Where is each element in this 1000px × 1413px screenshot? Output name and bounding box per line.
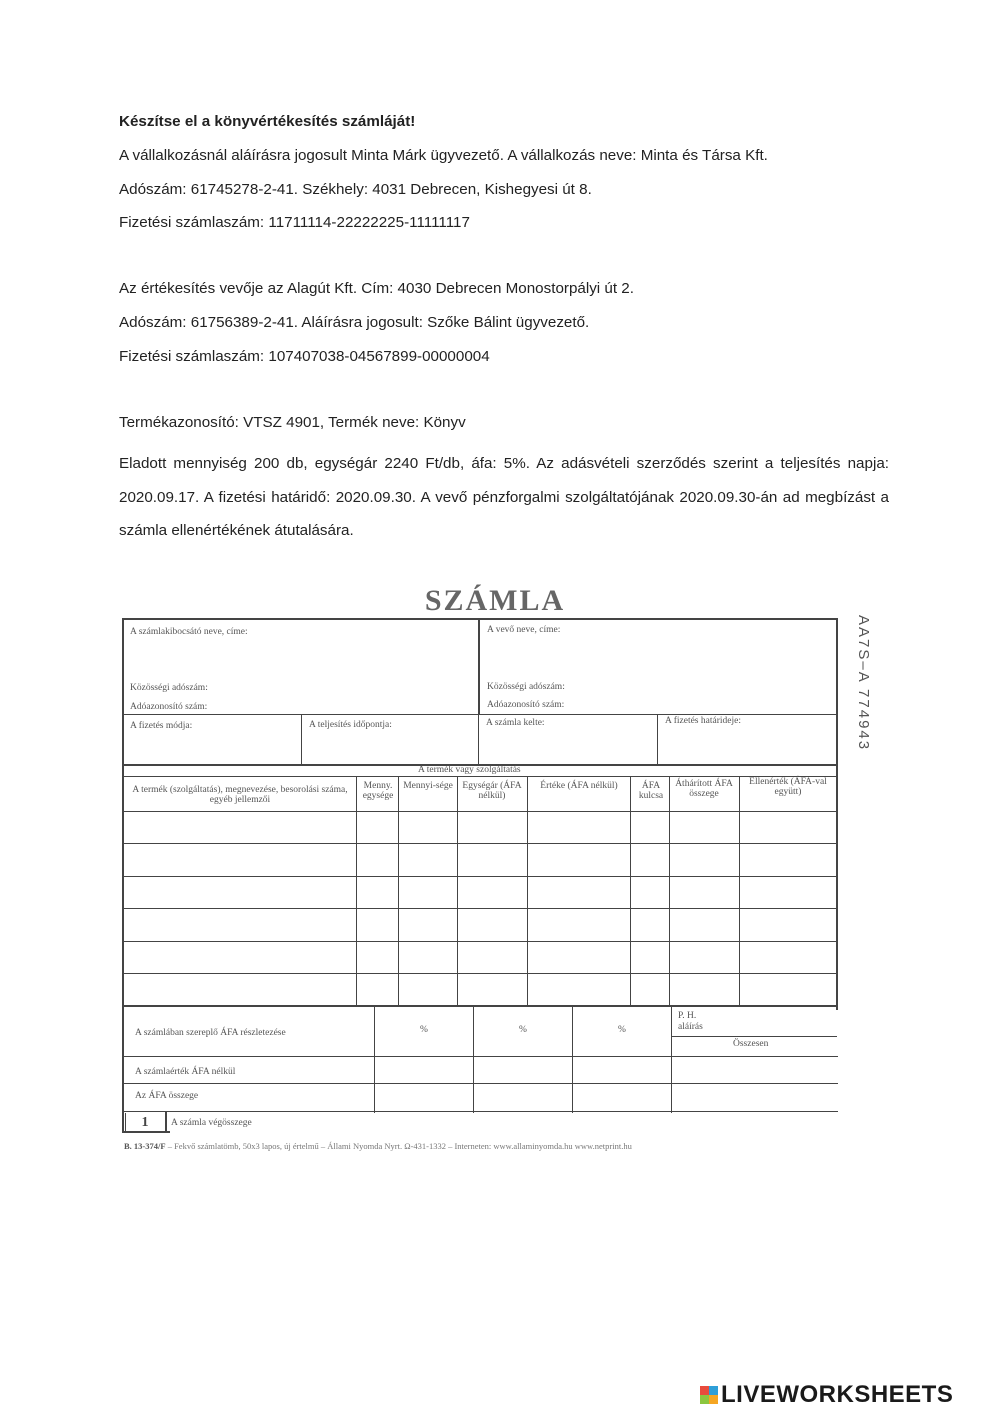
signature-label: aláírás [678, 1022, 703, 1032]
percent-2: % [519, 1025, 527, 1035]
seller-tax-label: Adóazonosító szám: [130, 702, 208, 712]
col-header-unit: Menny. egysége [362, 781, 394, 801]
task-heading: Készítse el a könyvértékesítés számláját! [119, 113, 416, 130]
form-footer [124, 1141, 632, 1151]
footer-text: – Fekvő számlatömb, 50x3 lapos, új értelmű – Állami Nyomda Nyrt. Ω-431-1332 – Interneten: www.allaminyomda.hu www.netprint.hu [167, 1141, 632, 1151]
serial-number: AA7S–A 774943 [855, 615, 872, 752]
signature-line [671, 1036, 837, 1037]
net-value-label: A számlaérték ÁFA nélkül [135, 1067, 236, 1077]
item-row-line-2 [122, 843, 838, 844]
buyer-name-label: A vevő neve, címe: [487, 625, 561, 635]
col-header-value: Értéke (ÁFA nélkül) [540, 781, 618, 791]
product-line: Termékazonosító: VTSZ 4901, Termék neve: Könyv [119, 414, 466, 431]
section-label: A termék vagy szolgáltatás [418, 765, 521, 775]
seller-eu-tax-label: Közösségi adószám: [130, 683, 208, 693]
dates-div-2 [478, 714, 479, 764]
vat-amount-label: Az ÁFA összege [135, 1091, 199, 1101]
item-row-line-3 [122, 876, 838, 877]
summary-line-1 [122, 1056, 838, 1057]
frame-top [122, 618, 838, 620]
issue-date-label: A számla kelte: [486, 718, 545, 728]
summary-line-2 [122, 1083, 838, 1084]
item-row-line-7 [122, 1005, 838, 1007]
col-header-unit-price: Egységár (ÁFA nélkül) [462, 781, 522, 801]
col-header-quantity: Mennyi-sége [403, 781, 453, 791]
summary-div-3 [572, 1005, 573, 1113]
box-number: 1 [141, 1115, 149, 1130]
seller-line-1: A vállalkozásnál aláírásra jogosult Minta Márk ügyvezető. A vállalkozás neve: Minta és Társa Kft. [119, 147, 768, 164]
party-divider [478, 618, 480, 714]
summary-line-3 [122, 1111, 838, 1112]
vat-breakdown-label: A számlában szereplő ÁFA részletezése [135, 1028, 286, 1038]
fulfilment-label: A teljesítés időpontja: [309, 720, 392, 730]
due-date-label: A fizetés határideje: [665, 716, 741, 726]
section-line [122, 776, 838, 777]
buyer-line-2: Adószám: 61756389-2-41. Aláírásra jogosult: Szőke Bálint ügyvezető. [119, 314, 590, 331]
form-title: SZÁMLA [424, 584, 566, 617]
seller-name-label: A számlakibocsátó neve, címe: [130, 627, 248, 637]
col-header-product: A termék (szolgáltatás), megnevezése, besorolási száma, egyéb jellemzői [132, 785, 348, 805]
logo-mark-icon [700, 1386, 718, 1404]
total-label: Összesen [733, 1039, 769, 1049]
buyer-line-1: Az értékesítés vevője az Alagút Kft. Cím: 4030 Debrecen Monostorpályi út 2. [119, 280, 634, 297]
logo-text: LIVEWORKSHEETS [721, 1381, 954, 1408]
percent-1: % [420, 1025, 428, 1035]
frame-right [836, 618, 838, 1010]
dates-div-3 [657, 714, 658, 764]
payment-method-label: A fizetés módja: [130, 721, 193, 731]
col-header-total: Ellenérték (ÁFA-val együtt) [749, 777, 827, 797]
summary-div-1 [374, 1005, 375, 1113]
liveworksheets-logo [700, 1382, 953, 1408]
footer-code: B. 13-374/F [124, 1141, 166, 1151]
seller-line-3: Fizetési számlaszám: 11711114-22222225-11111117 [119, 214, 470, 231]
seller-line-2: Adószám: 61745278-2-41. Székhely: 4031 Debrecen, Kishegyesi út 8. [119, 181, 592, 198]
item-row-line-5 [122, 941, 838, 942]
item-row-line-1 [122, 811, 838, 812]
final-amount-label: A számla végösszege [171, 1118, 252, 1128]
dates-div-1 [301, 714, 302, 764]
box-right [165, 1111, 167, 1133]
party-bottom-line [122, 714, 838, 715]
details-paragraph: Eladott mennyiség 200 db, egységár 2240 Ft/db, áfa: 5%. Az adásvételi szerződés szerint a teljesítés napja: 2020.09.17. A fizetési határidő: 2020.09.30. A vevő pénzforgalmi szolgáltatójának 2020.09.30-án ad megbízást a számla ellenértékének átutalására. [119, 455, 889, 539]
col-header-vat-amount: Áthárított ÁFA összege [675, 779, 733, 799]
box-left [125, 1113, 126, 1132]
stamp-label: P. H. [678, 1011, 697, 1021]
percent-3: % [618, 1025, 626, 1035]
item-row-line-4 [122, 908, 838, 909]
buyer-tax-label: Adóazonosító szám: [487, 700, 565, 710]
buyer-eu-tax-label: Közösségi adószám: [487, 682, 565, 692]
col-header-vat-rate: ÁFA kulcsa [638, 781, 664, 801]
summary-div-4 [671, 1005, 672, 1113]
item-row-line-6 [122, 973, 838, 974]
buyer-line-3: Fizetési számlaszám: 107407038-04567899-00000004 [119, 348, 490, 365]
summary-div-2 [473, 1005, 474, 1113]
